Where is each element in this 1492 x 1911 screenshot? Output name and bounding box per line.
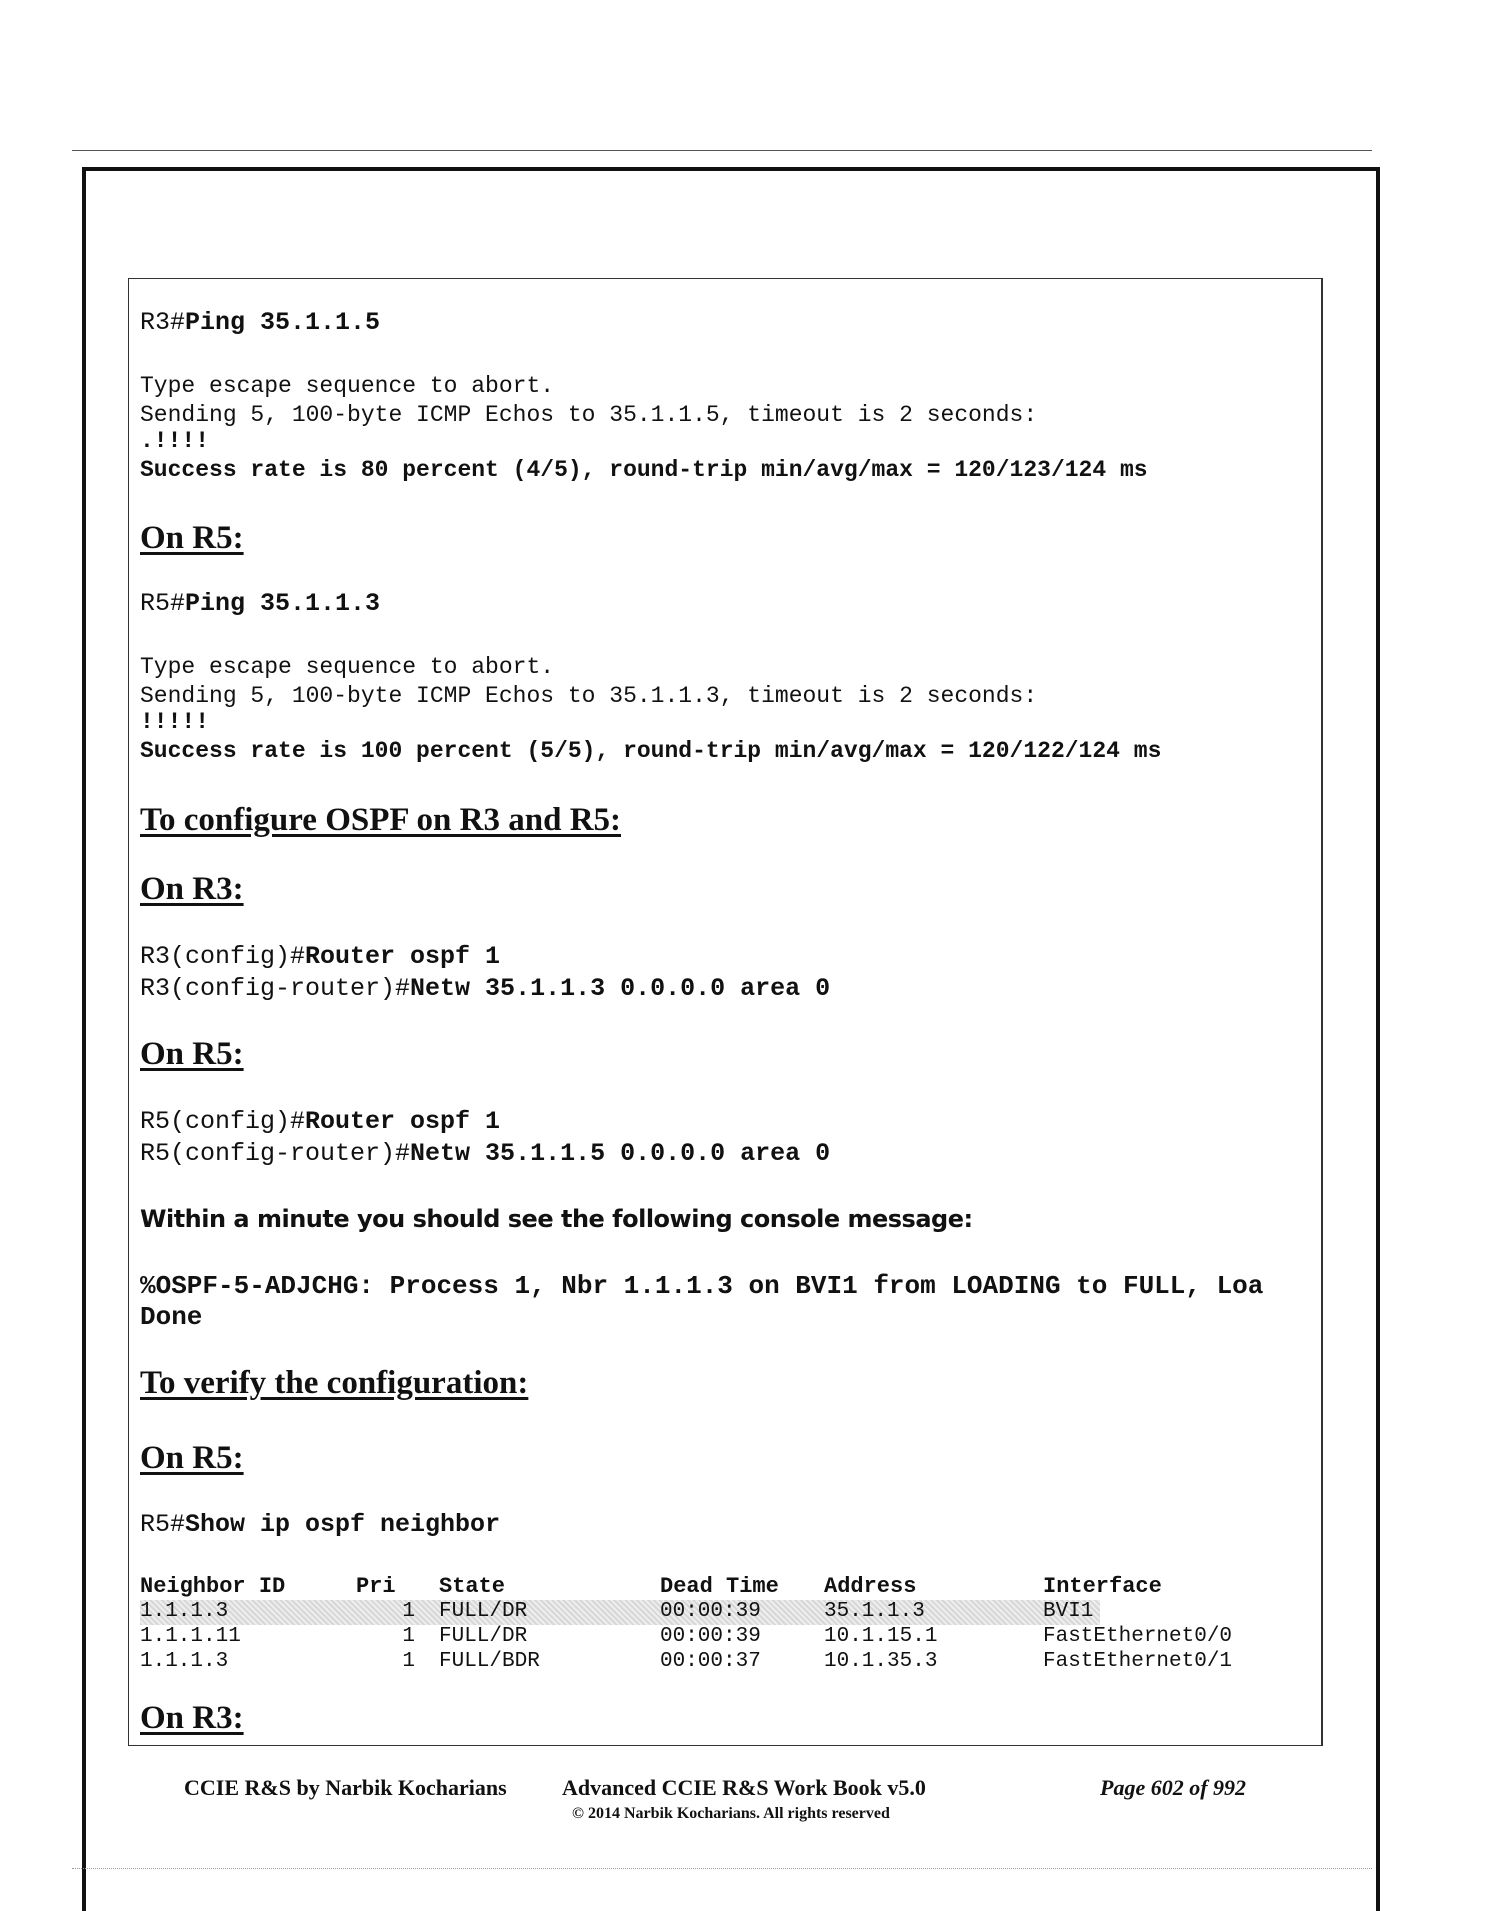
table-row (140, 1625, 1233, 1650)
footer-book-title: Advanced CCIE R&S Work Book v5.0 (562, 1775, 926, 1800)
footer-author: CCIE R&S by Narbik Kocharians (184, 1775, 507, 1800)
command: Ping 35.1.1.3 (185, 589, 381, 618)
table-cell: FULL/BDR (439, 1650, 540, 1673)
console-note: Within a minute you should see the following console message: (140, 1205, 973, 1233)
column-header: Interface (1043, 1574, 1162, 1599)
table-cell: 35.1.1.3 (824, 1600, 925, 1623)
table-cell: BVI1 (1043, 1600, 1094, 1623)
ping-r5-line1: Type escape sequence to abort. (140, 654, 555, 680)
table-cell: 1 (402, 1650, 415, 1673)
table-cell: 00:00:39 (660, 1625, 761, 1648)
table-row (140, 1650, 1233, 1675)
table-cell: 1.1.1.11 (140, 1625, 241, 1648)
heading-on-r5: On R5: (140, 1440, 244, 1476)
ping-r5-line3: !!!!! (140, 709, 210, 735)
ping-r3-result: Success rate is 80 percent (4/5), round-trip min/avg/max = 120/123/124 ms (140, 457, 1148, 483)
command: Router ospf 1 (305, 942, 501, 971)
command: Netw 35.1.1.3 0.0.0.0 area 0 (410, 974, 831, 1003)
command: Netw 35.1.1.5 0.0.0.0 area 0 (410, 1139, 831, 1168)
table-cell: FastEthernet0/1 (1043, 1650, 1233, 1673)
heading-on-r5: On R5: (140, 1036, 244, 1072)
config-r3-line1 (140, 942, 500, 971)
column-header: State (439, 1574, 506, 1599)
column-header: Pri (356, 1574, 396, 1599)
command: Show ip ospf neighbor (185, 1510, 501, 1539)
heading-configure-ospf: To configure OSPF on R3 and R5: (140, 802, 622, 838)
prompt: R5(config-router)# (140, 1139, 411, 1168)
table-cell: 00:00:39 (660, 1600, 761, 1623)
table-cell: FastEthernet0/0 (1043, 1625, 1233, 1648)
console-message-line2: Done (140, 1302, 203, 1332)
prompt: R5# (140, 1510, 186, 1539)
column-header: Neighbor ID (140, 1574, 286, 1599)
show-command (140, 1510, 500, 1539)
heading-on-r3: On R3: (140, 871, 244, 907)
config-r3-line2 (140, 974, 830, 1003)
table-cell: FULL/DR (439, 1625, 528, 1648)
command: Router ospf 1 (305, 1107, 501, 1136)
prompt: R3# (140, 308, 186, 337)
ping-r5-result: Success rate is 100 percent (5/5), round-trip min/avg/max = 120/122/124 ms (140, 738, 1162, 764)
table-cell: 1.1.1.3 (140, 1650, 229, 1673)
footer-page-number: Page 602 of 992 (1100, 1775, 1247, 1800)
table-cell: 1.1.1.3 (140, 1600, 229, 1623)
config-r5-line2 (140, 1139, 830, 1168)
ping-r3-line1: Type escape sequence to abort. (140, 373, 555, 399)
table-cell: FULL/DR (439, 1600, 528, 1623)
ping-r5-line2: Sending 5, 100-byte ICMP Echos to 35.1.1.3, timeout is 2 seconds: (140, 683, 1038, 709)
column-header: Dead Time (660, 1574, 779, 1599)
ping-r3-line3: .!!!! (140, 428, 210, 454)
table-cell: 00:00:37 (660, 1650, 761, 1673)
console-message-line1: %OSPF-5-ADJCHG: Process 1, Nbr 1.1.1.3 on BVI1 from LOADING to FULL, Loa (140, 1271, 1264, 1301)
config-r5-line1 (140, 1107, 500, 1136)
prompt: R5# (140, 589, 186, 618)
prompt: R5(config)# (140, 1107, 306, 1136)
column-header: Address (824, 1574, 917, 1599)
command: Ping 35.1.1.5 (185, 308, 381, 337)
heading-on-r5: On R5: (140, 520, 244, 556)
heading-verify: To verify the configuration: (140, 1365, 529, 1401)
table-cell: 10.1.15.1 (824, 1625, 938, 1648)
ping-r5-command (140, 589, 380, 618)
heading-on-r3: On R3: (140, 1700, 244, 1736)
ping-r3-line2: Sending 5, 100-byte ICMP Echos to 35.1.1.5, timeout is 2 seconds: (140, 402, 1038, 428)
table-cell: 1 (402, 1600, 415, 1623)
bottom-rule (72, 1868, 1372, 1869)
top-rule (72, 150, 1372, 151)
prompt: R3(config-router)# (140, 974, 411, 1003)
ping-r3-command (140, 308, 380, 337)
prompt: R3(config)# (140, 942, 306, 971)
table-cell: 10.1.35.3 (824, 1650, 938, 1673)
table-header (140, 1574, 1200, 1599)
footer-copyright: © 2014 Narbik Kocharians. All rights reserved (572, 1805, 890, 1822)
table-row (140, 1600, 1100, 1625)
table-cell: 1 (402, 1625, 415, 1648)
